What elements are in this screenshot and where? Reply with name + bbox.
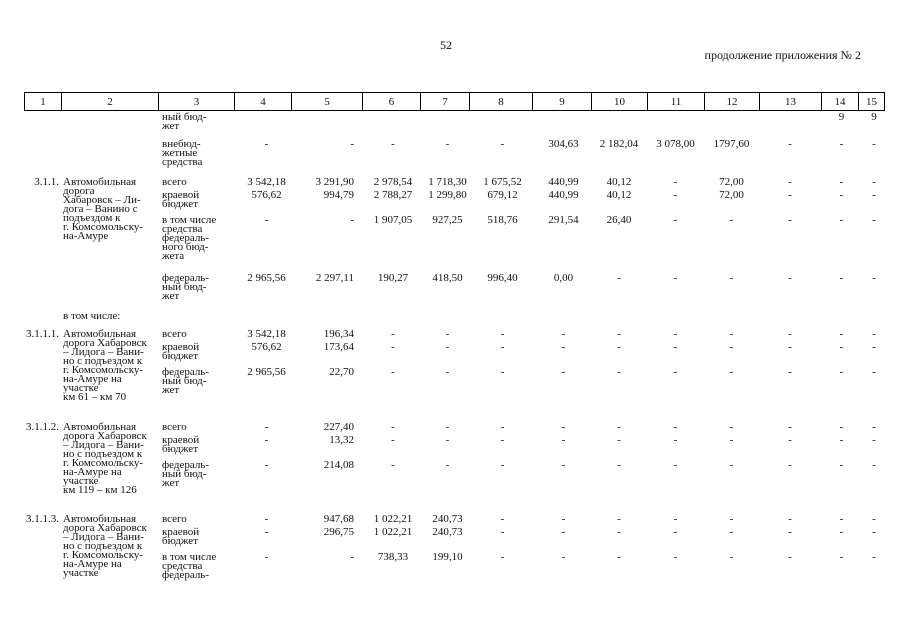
table-cell: - [264, 434, 269, 446]
table-cell: в том числе средства федераль- [162, 551, 217, 581]
table-cell: Автомобильная дорога Хабаровск – Ли- дога – Ванино с подъездом к г. Комсомольску- на-Амуре [63, 176, 144, 242]
table-cell [234, 113, 291, 140]
table-cell: - [673, 341, 678, 353]
table-cell: - [617, 366, 621, 378]
table-cell: - [673, 526, 678, 538]
table-cell [24, 461, 61, 515]
table-cell: - [729, 421, 734, 433]
table-cell: всего [162, 176, 187, 188]
table-cell: - [839, 513, 844, 525]
table-row [24, 191, 884, 216]
column-header-15: 15 [859, 93, 885, 111]
table-cell: 1 675,52 [483, 176, 522, 188]
column-header-table [24, 92, 885, 111]
column-header-5: 5 [292, 93, 363, 111]
table-cell: - [788, 328, 792, 340]
table-row [24, 216, 884, 274]
table-cell: 72,00 [719, 176, 744, 188]
table-cell [420, 113, 469, 140]
table-cell: Автомобильная дорога Хабаровск – Лидога – Вани- но с подъездом к г. Комсомольску- на-Амуре на участке [63, 513, 147, 579]
table-cell: - [264, 421, 269, 433]
column-header-row [25, 93, 885, 111]
table-cell: - [839, 176, 844, 188]
table-cell [291, 113, 362, 140]
table-cell [24, 274, 61, 312]
table-cell: 2 965,56 [247, 272, 286, 284]
table-cell: - [788, 421, 792, 433]
table-row [24, 368, 884, 423]
table-row [24, 274, 884, 312]
table-cell: 1 022,21 [373, 526, 413, 538]
table-cell: - [391, 328, 395, 340]
table-cell: 518,76 [487, 214, 518, 226]
table-cell: - [729, 434, 734, 446]
table-cell: - [839, 272, 844, 284]
table-cell: - [673, 176, 678, 188]
table-cell: 40,12 [606, 176, 632, 188]
table-cell: - [788, 551, 792, 563]
table-cell: - [445, 366, 450, 378]
table-cell: - [729, 341, 734, 353]
table-cell: краевой бюджет [162, 189, 200, 210]
table-cell: - [839, 526, 844, 538]
table-cell: - [264, 551, 269, 563]
table-cell: - [839, 189, 844, 201]
table-cell [61, 191, 158, 216]
table-cell: - [788, 366, 792, 378]
table-cell [61, 343, 158, 368]
table-cell: 196,34 [323, 328, 354, 340]
table-row [24, 553, 884, 588]
table-cell: 304,63 [548, 138, 579, 150]
table-cell: - [673, 214, 678, 226]
table-cell: - [445, 434, 450, 446]
table-cell: - [673, 328, 678, 340]
table-cell: 240,73 [432, 513, 463, 525]
table-cell [61, 368, 158, 423]
table-cell [362, 113, 420, 140]
table-cell: краевой бюджет [162, 434, 200, 455]
table-cell: 679,12 [487, 189, 518, 201]
table-cell: - [617, 434, 621, 446]
table-cell: 2 788,27 [373, 189, 413, 201]
table-cell: 3.1.1.3. [26, 513, 59, 525]
table-cell: - [391, 366, 395, 378]
table-cell [647, 113, 704, 140]
table-cell: - [500, 513, 505, 525]
table-cell: - [729, 513, 734, 525]
column-header-12: 12 [705, 93, 760, 111]
table-cell: - [617, 421, 621, 433]
table-cell: 1 022,21 [373, 513, 413, 525]
table-cell: в том числе: [63, 310, 121, 322]
table-cell: - [872, 341, 876, 353]
table-cell: - [391, 459, 395, 471]
table-cell: - [673, 421, 678, 433]
table-cell: - [561, 341, 566, 353]
table-cell: - [788, 189, 792, 201]
table-cell: - [839, 434, 844, 446]
table-cell: - [264, 526, 269, 538]
table-row [24, 343, 884, 368]
table-cell: - [264, 214, 269, 226]
table-cell: - [445, 459, 450, 471]
table-cell: 994,79 [323, 189, 354, 201]
table-cell: федераль- ный бюд- жет [162, 459, 209, 489]
table-cell: - [500, 551, 505, 563]
table-row [24, 113, 884, 140]
continuation-label: продолжение приложения № 2 [704, 48, 861, 62]
table-cell: 296,75 [323, 526, 354, 538]
table-cell: - [561, 526, 566, 538]
table-cell [24, 140, 61, 178]
table-cell: 1797,60 [713, 138, 750, 150]
table-cell: 576,62 [251, 189, 282, 201]
table-cell: 9 [838, 111, 845, 123]
table-cell: - [561, 366, 566, 378]
table-cell: - [872, 434, 876, 446]
table-cell: - [839, 421, 844, 433]
table-cell: - [872, 189, 876, 201]
table-cell: 996,40 [487, 272, 518, 284]
column-header-3: 3 [159, 93, 235, 111]
table-cell: - [445, 341, 450, 353]
table-cell: - [391, 421, 395, 433]
table-cell: 173,64 [323, 341, 354, 353]
table-cell [24, 553, 61, 588]
table-cell: - [788, 526, 792, 538]
table-cell: 2 182,04 [599, 138, 639, 150]
table-row [24, 312, 884, 330]
table-cell: - [673, 366, 678, 378]
table-cell: 22,70 [329, 366, 354, 378]
table-cell: 227,40 [323, 421, 354, 433]
table-cell: - [788, 176, 792, 188]
table-cell: 190,27 [377, 272, 409, 284]
column-header-10: 10 [592, 93, 648, 111]
column-header-2: 2 [62, 93, 159, 111]
table-cell: - [872, 138, 876, 150]
table-cell: - [788, 138, 792, 150]
table-cell: 72,00 [719, 189, 744, 201]
table-cell: - [788, 434, 792, 446]
table-cell: - [617, 459, 621, 471]
column-header-13: 13 [760, 93, 822, 111]
column-header-9: 9 [533, 93, 592, 111]
table-cell [24, 216, 61, 274]
table-row [24, 461, 884, 515]
table-cell: - [872, 551, 876, 563]
table-cell: - [839, 328, 844, 340]
table-cell: - [500, 459, 505, 471]
table-cell: внебюд- жетные средства [162, 138, 203, 168]
table-cell: 2 965,56 [247, 366, 286, 378]
table-cell: - [872, 272, 876, 284]
column-header-14: 14 [822, 93, 859, 111]
table-cell: 9 [871, 111, 877, 123]
table-cell: - [839, 341, 844, 353]
table-cell: - [617, 341, 621, 353]
table-cell: - [788, 272, 792, 284]
table-cell: 26,40 [606, 214, 632, 226]
table-cell: 440,99 [548, 189, 579, 201]
table-cell: - [872, 513, 876, 525]
table-cell: - [872, 214, 876, 226]
table-cell: - [500, 526, 505, 538]
table-cell [759, 113, 821, 140]
table-cell: - [729, 526, 734, 538]
table-cell: - [350, 551, 354, 563]
table-cell: - [350, 138, 354, 150]
table-cell: - [561, 328, 566, 340]
table-cell: - [264, 513, 269, 525]
table-cell: - [673, 551, 678, 563]
table-cell: - [561, 434, 566, 446]
table-cell: - [617, 551, 621, 563]
table-cell: 3 078,00 [656, 138, 695, 150]
table-cell: - [673, 459, 678, 471]
table-cell [532, 113, 591, 140]
table-cell: - [673, 513, 678, 525]
table-cell: - [500, 421, 505, 433]
table-cell: - [872, 328, 876, 340]
table-cell: 199,10 [432, 551, 463, 563]
table-cell [24, 436, 61, 461]
table-row [24, 436, 884, 461]
table-cell: - [445, 421, 450, 433]
table-cell [61, 461, 158, 515]
table-cell: 13,32 [329, 434, 354, 446]
column-header-8: 8 [470, 93, 533, 111]
table-cell: - [391, 341, 395, 353]
table-cell [24, 528, 61, 553]
column-header-4: 4 [235, 93, 292, 111]
table-cell: - [445, 328, 450, 340]
table-cell: ный бюд- жет [162, 111, 207, 132]
table-cell: - [729, 366, 734, 378]
table-cell [61, 113, 158, 140]
table-cell [24, 343, 61, 368]
table-cell: - [872, 526, 876, 538]
table-cell: - [500, 341, 505, 353]
table-cell [858, 312, 884, 330]
table-cell: - [729, 551, 734, 563]
table-cell: 418,50 [432, 272, 463, 284]
table-cell [24, 191, 61, 216]
table-cell: 3.1.1.1. [26, 328, 59, 340]
table-cell: - [839, 138, 844, 150]
table-cell: - [788, 513, 792, 525]
table-cell: 2 978,54 [373, 176, 413, 188]
table-cell [61, 553, 158, 588]
table-cell: - [839, 459, 844, 471]
table-cell: - [788, 214, 792, 226]
table-cell: 3.1.1.2. [26, 421, 59, 433]
column-header-11: 11 [648, 93, 705, 111]
table-cell: 291,54 [548, 214, 579, 226]
table-cell: - [872, 366, 876, 378]
table-row [24, 140, 884, 178]
column-header-6: 6 [363, 93, 421, 111]
column-header-1: 1 [25, 93, 62, 111]
table-cell: всего [162, 513, 187, 525]
table-cell: 1 299,80 [428, 189, 467, 201]
table-cell [61, 216, 158, 274]
table-cell: 440,99 [548, 176, 579, 188]
table-cell: - [729, 459, 734, 471]
table-cell: - [617, 272, 621, 284]
table-cell: - [617, 513, 621, 525]
table-cell: в том числе средства федераль- ного бюд- жета [162, 214, 217, 262]
table-cell: - [264, 138, 269, 150]
table-cell: 738,33 [377, 551, 409, 563]
table-cell: - [500, 366, 505, 378]
table-cell [704, 113, 759, 140]
table-cell [591, 113, 647, 140]
table-cell: - [561, 421, 566, 433]
table-cell: - [872, 421, 876, 433]
page-number: 52 [440, 38, 452, 52]
table-cell: краевой бюджет [162, 341, 200, 362]
table-cell: 40,12 [606, 189, 632, 201]
table-cell: - [788, 459, 792, 471]
table-body [24, 113, 884, 588]
table-cell: 3 542,18 [247, 176, 286, 188]
table-cell [420, 312, 469, 330]
table-cell: 576,62 [251, 341, 282, 353]
table-cell: - [673, 272, 678, 284]
table-cell: - [839, 551, 844, 563]
table-cell: - [617, 328, 621, 340]
table-cell: - [872, 176, 876, 188]
table-cell: - [561, 551, 566, 563]
table-cell: Автомобильная дорога Хабаровск – Лидога – Вани- но с подъездом к г. Комсомольску- на-Амуре на участке км 119 – км 126 [63, 421, 147, 496]
table-cell [61, 274, 158, 312]
table-cell: - [729, 328, 734, 340]
table-cell [24, 368, 61, 423]
table-cell: - [500, 328, 505, 340]
table-cell: - [729, 272, 734, 284]
table-cell: - [729, 214, 734, 226]
table-cell: 240,73 [432, 526, 463, 538]
table-cell [469, 113, 532, 140]
table-cell: - [445, 138, 450, 150]
table-cell: 1 907,05 [373, 214, 413, 226]
table-cell [61, 528, 158, 553]
table-cell: - [617, 526, 621, 538]
table-cell: 1 718,30 [428, 176, 467, 188]
table-cell: краевой бюджет [162, 526, 200, 547]
table-cell: - [673, 189, 678, 201]
table-cell: - [391, 434, 395, 446]
table-cell: - [872, 459, 876, 471]
table-cell: - [500, 138, 505, 150]
table-cell: 2 297,11 [315, 272, 354, 284]
table-row [24, 528, 884, 553]
column-header-7: 7 [421, 93, 470, 111]
table-cell: - [500, 434, 505, 446]
table-cell: федераль- ный бюд- жет [162, 272, 209, 302]
table-cell: - [839, 366, 844, 378]
table-cell [61, 436, 158, 461]
table-cell [24, 113, 61, 140]
table-cell: - [561, 513, 566, 525]
table-cell: - [561, 459, 566, 471]
table-cell: всего [162, 421, 187, 433]
table-cell: - [673, 434, 678, 446]
table-cell: федераль- ный бюд- жет [162, 366, 209, 396]
table-cell: 927,25 [432, 214, 463, 226]
table-cell: 0,00 [553, 272, 574, 284]
table-cell: 214,08 [323, 459, 354, 471]
table-cell [61, 140, 158, 178]
table-cell: 3 291,90 [315, 176, 354, 188]
table-cell: 3 542,18 [247, 328, 286, 340]
table-cell: всего [162, 328, 187, 340]
table-cell: 947,68 [323, 513, 354, 525]
table-cell: Автомобильная дорога Хабаровск – Лидога – Вани- но с подъездом к г. Комсомольску- на-Амуре на участке км 61 – км 70 [63, 328, 147, 403]
table-cell: 3.1.1. [34, 176, 59, 188]
table-cell: - [350, 214, 354, 226]
table-cell: - [788, 341, 792, 353]
table-cell: - [391, 138, 395, 150]
table-cell: - [264, 459, 269, 471]
table-cell: - [839, 214, 844, 226]
